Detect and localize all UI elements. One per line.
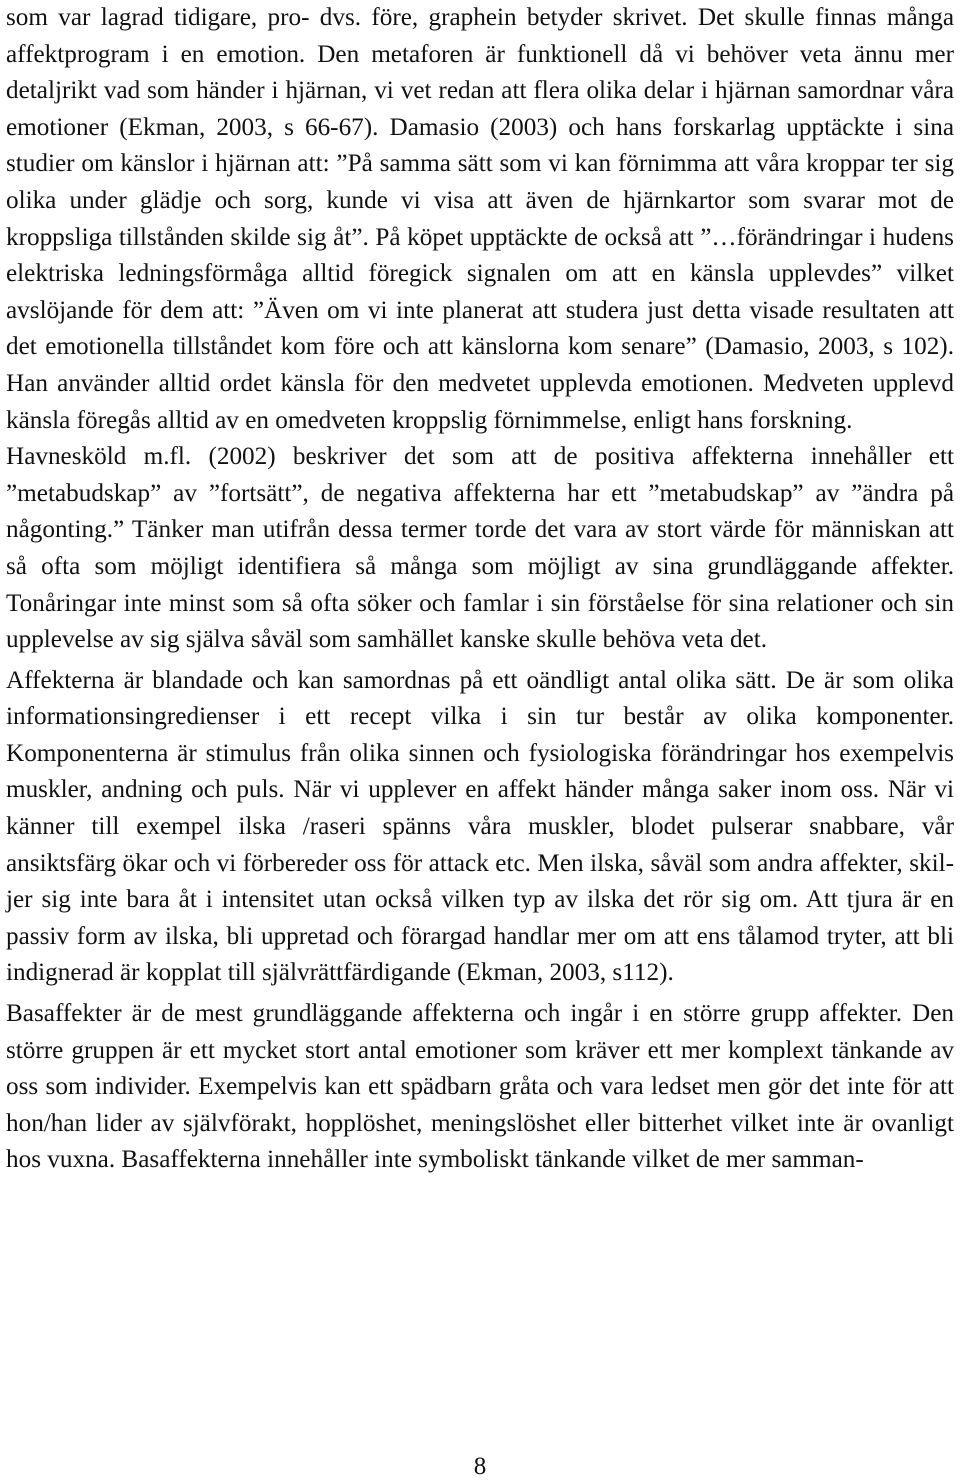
paragraph-4: Basaffekter är de mest grundläggande affekterna och ingår i en större grupp affekter. Den större gruppen är ett mycket stort antal emotioner som kräver ett mer komplext tänkande av oss som individer. Exempelvis kan ett spädbarn gråta och vara ledset men gör det inte för att hon/han lider av självförakt, hopplöshet, meningslöshet eller bitterhet vilket inte är ovanligt hos vuxna. Basaffekterna innehåller inte symboliskt tänkande vilket de mer samman- — [6, 1000, 954, 1174]
paragraph-2: Havnesköld m.fl. (2002) beskriver det som att de positiva affekterna innehåller ett ”metabudskap” av ”fortsätt”, de negativa affekterna har ett ”metabudskap” av ”ändra på någonting.” Tänker man utifrån dessa termer torde det vara av stort värde för människan att så ofta som möjligt identifiera så många som möjligt av sina grundläggande affekter. Tonåringar inte minst som så ofta söker och famlar i sin förståelse för sina relationer och sin upplevelse av sig själva såväl som samhället kanske skulle behöva veta det. — [6, 443, 954, 654]
paragraph-3: Affekterna är blandade och kan samordnas på ett oändligt antal olika sätt. De är som olika informationsingredienser i ett recept vilka i sin tur består av olika komponenter. Komponenterna är stimulus från olika sinnen och fysiologiska förändringar hos exempelvis muskler, andning och puls. När vi upplever en affekt händer många saker inom oss. När vi känner till exempel ilska /raseri spänns våra muskler, blodet pulserar snabbare, vår ansiktsfärg ökar och vi förbereder oss för attack etc. Men ilska, såväl som andra affekter, skiljer sig inte bara åt i intensitet utan också vilken typ av ilska det rör sig om. Att tjura är en passiv form av ilska, bli uppretad och förargad handlar mer om att ens tålamod tryter, att bli indignerad är kopplat till självrättfärdigande (Ekman, 2003, s112). — [6, 666, 954, 987]
body-text — [6, 0, 954, 1179]
page-number: 8 — [473, 1453, 487, 1480]
paragraph-1: som var lagrad tidigare, pro- dvs. före, graphein betyder skrivet. Det skulle finnas många affektprogram i en emotion. Den metaforen är funktionell då vi behöver veta ännu mer detaljrikt vad som händer i hjärnan, vi vet redan att flera olika delar i hjärnan samordnar våra emotioner (Ekman, 2003, s 66-67). Damasio (2003) och hans forskarlag upptäckte i sina studier om känslor i hjärnan att: ”På samma sätt som vi kan förnimma att våra kroppar ter sig olika under glädje och sorg, kunde vi visa att även de hjärnkartor som svarar mot de kroppsliga tillstånden skilde sig åt”. På köpet upptäckte de också att ”…förändringar i hudens elektriska ledningsförmåga alltid föregick signalen om att en känsla upplevdes” vilket avslöjande för dem att: ”Även om vi inte planerat att studera just detta visade resultaten att det emotionella tillståndet kom före och att känslorna kom senare” (Damasio, 2003, s 102). Han använder alltid ordet känsla för den medvetet upplevda emotionen. Medveten upplevd känsla föregås alltid av en omedveten kroppslig förnimmelse, enligt hans forskning. — [6, 4, 954, 434]
